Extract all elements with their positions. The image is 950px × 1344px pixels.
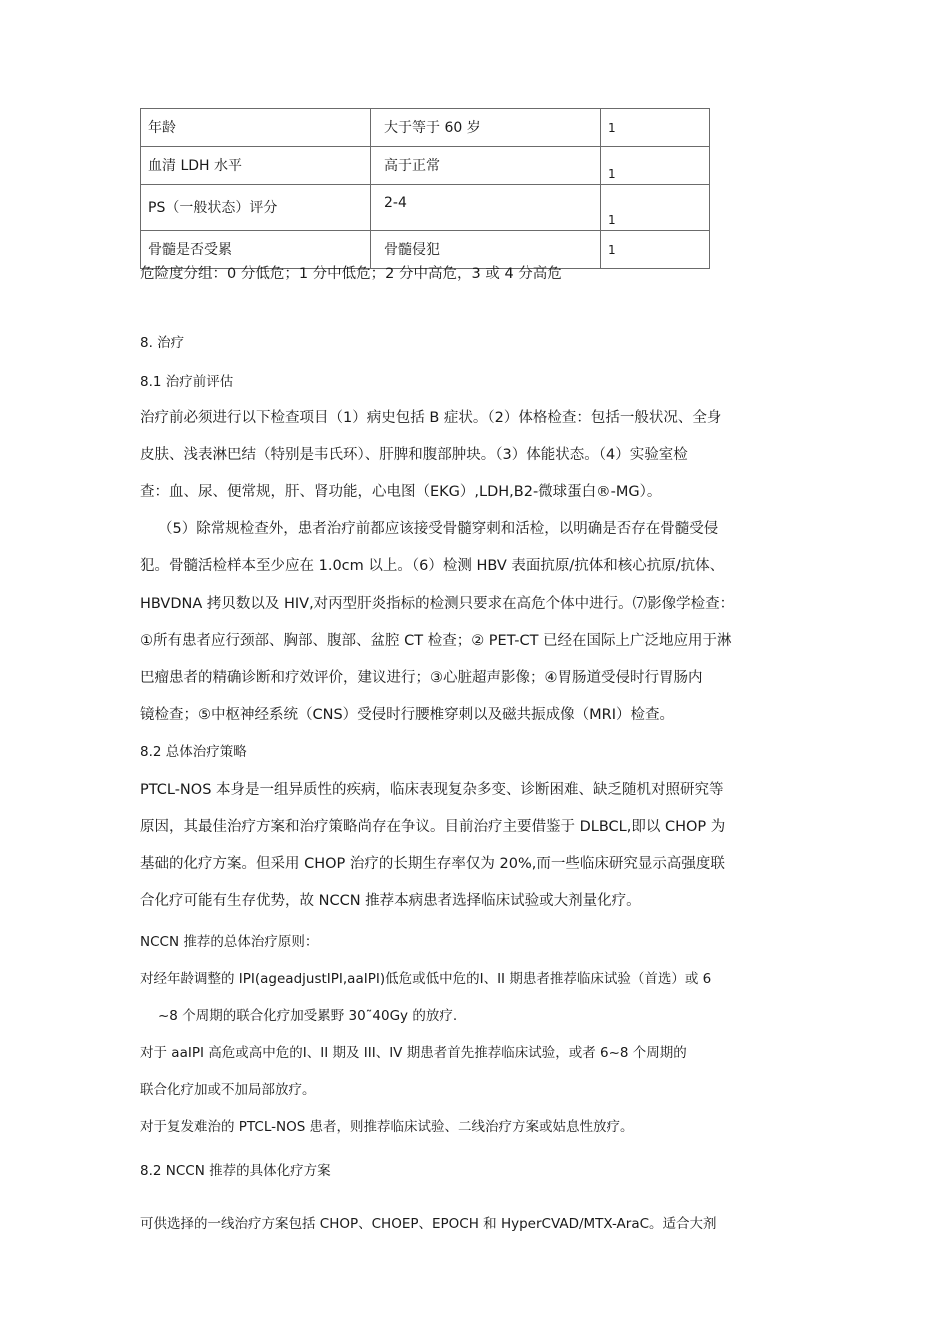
paragraph-line: 镜检查；⑤中枢神经系统（CNS）受侵时行腰椎穿刺以及磁共振成像（MRI）检查。 <box>140 707 675 723</box>
paragraph-line: 联合化疗加或不加局部放疗。 <box>140 1082 316 1098</box>
paragraph-line: （5）除常规检查外，患者治疗前都应该接受骨髓穿刺和活检，以明确是否存在骨髓受侵 <box>158 521 719 537</box>
paragraph-line: NCCN 推荐的总体治疗原则： <box>140 934 319 950</box>
table-cell: 1 <box>601 185 710 231</box>
table-cell: 2-4 <box>371 185 601 231</box>
table-cell: 1 <box>601 231 710 269</box>
risk-score-table <box>140 108 710 269</box>
table-cell: 年龄 <box>141 109 371 147</box>
table-cell: 骨髓是否受累 <box>141 231 371 269</box>
risk-grouping-note: 危险度分组：0 分低危；1 分中低危；2 分中高危，3 或 4 分高危 <box>140 266 562 282</box>
paragraph-line: 治疗前必须进行以下检查项目（1）病史包括 B 症状。（2）体格检查：包括一般状况、全身 <box>140 410 722 426</box>
paragraph-line: 对经年龄调整的 IPI(ageadjustIPI,aaIPI)低危或低中危的Ⅰ、II 期患者推荐临床试验（首选）或 6 <box>140 971 712 987</box>
paragraph-line: 原因，其最佳治疗方案和治疗策略尚存在争议。目前治疗主要借鉴于 DLBCL,即以 CHOP 为 <box>140 819 726 835</box>
table-cell: 血清 LDH 水平 <box>141 147 371 185</box>
table-cell: 大于等于 60 岁 <box>371 109 601 147</box>
subsection-heading: 8.2 总体治疗策略 <box>140 744 247 760</box>
table-row <box>141 185 710 231</box>
paragraph-line: 对于复发难治的 PTCL-NOS 患者，则推荐临床试验、二线治疗方案或姑息性放疗。 <box>140 1119 634 1135</box>
table-row <box>141 109 710 147</box>
paragraph-line: ~8 个周期的联合化疗加受累野 30˜40Gy 的放疗. <box>158 1008 458 1024</box>
table-cell: 1 <box>601 109 710 147</box>
paragraph-line: 合化疗可能有生存优势，故 NCCN 推荐本病患者选择临床试验或大剂量化疗。 <box>140 893 641 909</box>
subsection-heading: 8.1 治疗前评估 <box>140 374 234 390</box>
paragraph-line: 皮肤、浅表淋巴结（特别是韦氏环）、肝脾和腹部肿块。（3）体能状态。（4）实验室检 <box>140 447 688 463</box>
table-row <box>141 231 710 269</box>
table-cell: PS（一般状态）评分 <box>141 185 371 231</box>
section-heading: 8. 治疗 <box>140 335 185 351</box>
paragraph-line: 对于 aaIPI 高危或高中危的Ⅰ、II 期及 III、IV 期患者首先推荐临床试验，或者 6~8 个周期的 <box>140 1045 687 1061</box>
paragraph-line: 查：血、尿、便常规，肝、肾功能，心电图（EKG）,LDH,B2-微球蛋白®-MG）。 <box>140 484 662 500</box>
paragraph-line: 基础的化疗方案。但采用 CHOP 治疗的长期生存率仅为 20%,而一些临床研究显示高强度联 <box>140 856 725 872</box>
subsection-heading: 8.2 NCCN 推荐的具体化疗方案 <box>140 1163 331 1179</box>
table-cell: 高于正常 <box>371 147 601 185</box>
paragraph-line: ①所有患者应行颈部、胸部、腹部、盆腔 CT 检查；② PET-CT 已经在国际上广泛地应用于淋 <box>140 633 732 649</box>
paragraph-line: 巴瘤患者的精确诊断和疗效评价，建议进行；③心脏超声影像；④胃肠道受侵时行胃肠内 <box>140 670 703 686</box>
table-cell: 1 <box>601 147 710 185</box>
paragraph-line: 犯。骨髓活检样本至少应在 1.0cm 以上。（6）检测 HBV 表面抗原/抗体和核心抗原/抗体、 <box>140 558 725 574</box>
table-cell: 骨髓侵犯 <box>371 231 601 269</box>
table-row <box>141 147 710 185</box>
paragraph-line: HBVDNA 拷贝数以及 HIV,对丙型肝炎指标的检测只要求在高危个体中进行。⑺影像学检查： <box>140 596 735 612</box>
paragraph-line: 可供选择的一线治疗方案包括 CHOP、CHOEP、EPOCH 和 HyperCVAD/MTX-AraC。适合大剂 <box>140 1216 717 1232</box>
paragraph-line: PTCL-NOS 本身是一组异质性的疾病，临床表现复杂多变、诊断困难、缺乏随机对照研究等 <box>140 782 724 798</box>
